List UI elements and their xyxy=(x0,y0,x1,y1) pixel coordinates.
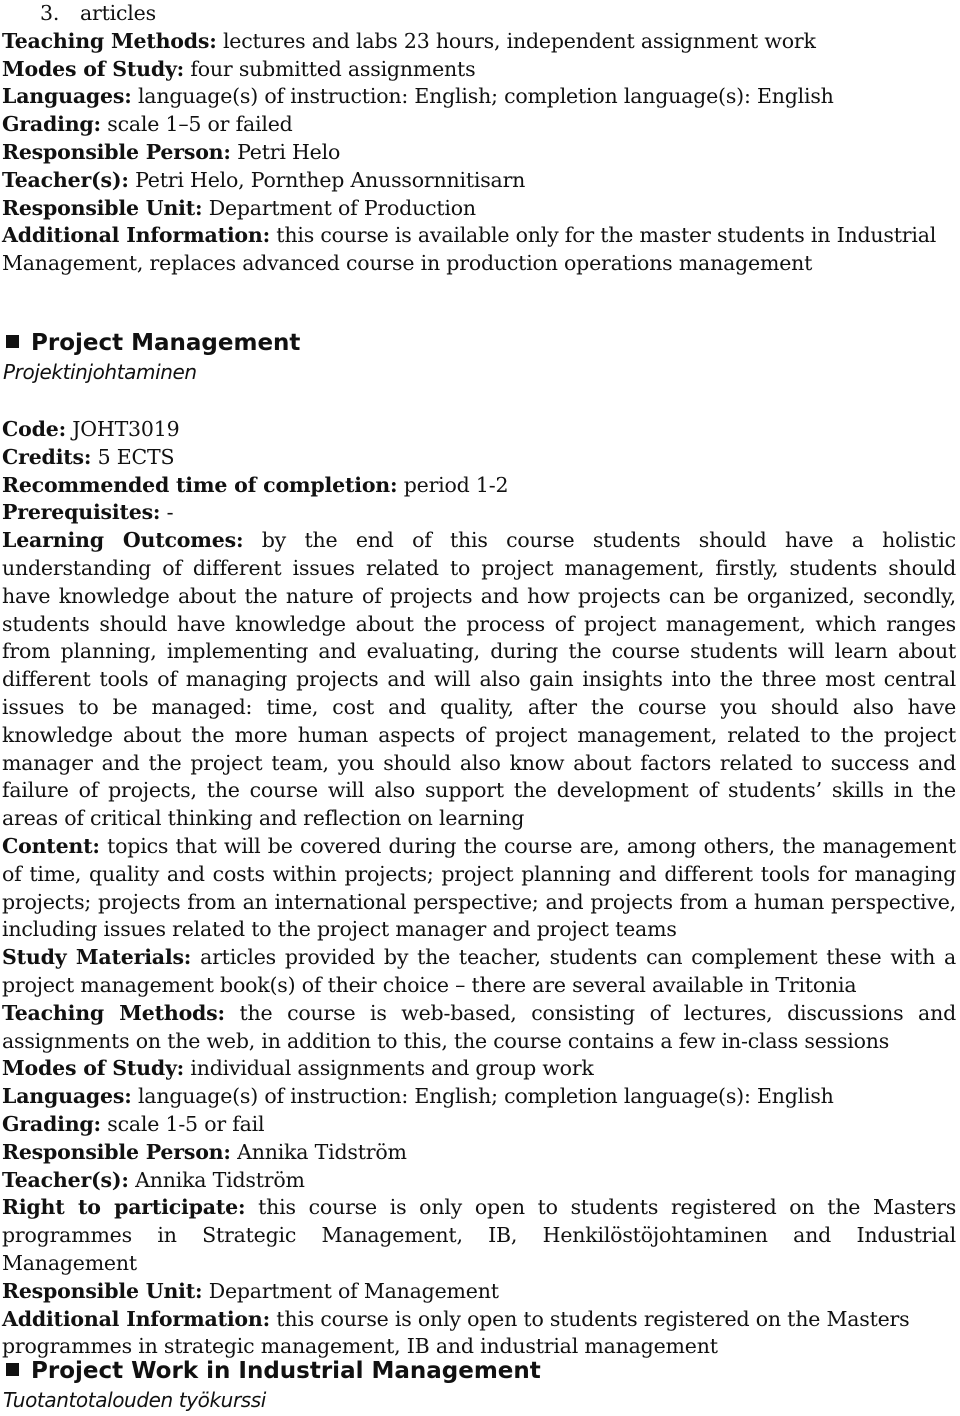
field-value: - xyxy=(166,500,174,525)
list-item-text: articles xyxy=(80,1,156,25)
field-teaching-methods xyxy=(2,1000,956,1056)
field-learning-outcomes xyxy=(2,527,956,833)
field-responsible-person xyxy=(2,139,956,167)
square-bullet-icon xyxy=(6,1363,19,1376)
field-languages xyxy=(2,1083,956,1111)
course-title: Project Work in Industrial Management xyxy=(31,1358,541,1384)
field-value: JOHT3019 xyxy=(72,417,180,441)
field-label: Grading: xyxy=(2,112,101,137)
field-value: Management, replaces advanced course in production operations management xyxy=(2,251,813,276)
field-value: Petri Helo xyxy=(237,139,341,164)
field-value: this course is available only for the master students in Industrial xyxy=(276,223,937,248)
field-value: period 1-2 xyxy=(403,472,509,497)
field-label: Additional Information: xyxy=(2,223,270,248)
field-label: Right to participate: xyxy=(2,1195,246,1220)
field-label: Languages: xyxy=(2,84,132,109)
field-value: language(s) of instruction: English; completion language(s): English xyxy=(137,1084,834,1109)
field-teaching-methods xyxy=(2,28,956,56)
field-label: Modes of Study: xyxy=(2,1056,185,1081)
field-content xyxy=(2,833,956,944)
course-subtitle-finnish: Projektinjohtaminen xyxy=(3,360,197,384)
course-title: Project Management xyxy=(31,330,301,356)
field-value: Petri Helo, Pornthep Anussornnitisarn xyxy=(135,167,526,192)
field-recommended-time xyxy=(2,472,956,500)
field-label: Code: xyxy=(2,417,66,441)
field-value: Department of Management xyxy=(208,1278,499,1303)
field-additional-information xyxy=(2,222,956,250)
field-label: Responsible Unit: xyxy=(2,195,203,220)
field-prerequisites xyxy=(2,499,956,527)
field-responsible-unit xyxy=(2,195,956,223)
field-label: Responsible Person: xyxy=(2,1139,231,1164)
field-value: by the end of this course students should have a holistic understanding of different issues related to project management, firstly, students should have knowledge about the nature of projects and how projects can be organized, secondly, students should have knowledge about the process of project management, which ranges from planning, implementing and evaluating, during the course students will learn about different tools of managing projects and will also gain insights into the three most central issues to be managed: time, cost and quality, after the course you should also have knowledge about the more human aspects of project management, related to the project manager and the project team, you should also know about factors related to success and failure of projects, the course will also support the development of students’ skills in the areas of critical thinking and reflection on learning xyxy=(2,528,956,831)
field-value: individual assignments and group work xyxy=(190,1056,594,1081)
field-value: language(s) of instruction: English; completion language(s): English xyxy=(137,84,834,109)
previous-course-details xyxy=(2,0,956,278)
field-responsible-person xyxy=(2,1139,956,1167)
field-value: Annika Tidström xyxy=(135,1167,305,1192)
field-value: Annika Tidström xyxy=(237,1139,407,1164)
field-value: Department of Production xyxy=(208,195,476,220)
field-label: Additional Information: xyxy=(2,1306,270,1331)
field-modes-of-study xyxy=(2,56,956,84)
field-label: Responsible Unit: xyxy=(2,1278,203,1303)
field-label: Modes of Study: xyxy=(2,56,185,81)
course-heading-project-management xyxy=(6,328,300,358)
field-value: 5 ECTS xyxy=(97,444,175,469)
field-label: Learning Outcomes: xyxy=(2,528,244,553)
list-item-number: 3. xyxy=(40,1,60,25)
field-value: this course is only open to students registered on the Masters programmes in Strategic Management, IB, Henkilöstöjohtaminen and Industrial Management xyxy=(2,1195,957,1275)
field-label: Responsible Person: xyxy=(2,139,231,164)
field-responsible-unit xyxy=(2,1278,956,1306)
field-value: programmes in strategic management, IB and industrial management xyxy=(2,1334,718,1359)
field-value: scale 1-5 or fail xyxy=(107,1111,265,1136)
course-details-project-management xyxy=(2,416,956,1361)
field-value: four submitted assignments xyxy=(190,56,476,81)
field-label: Languages: xyxy=(2,1084,132,1109)
square-bullet-icon xyxy=(6,335,19,348)
field-label: Prerequisites: xyxy=(2,500,161,525)
field-study-materials xyxy=(2,944,956,1000)
field-value: this course is only open to students registered on the Masters xyxy=(276,1306,910,1331)
field-label: Study Materials: xyxy=(2,945,192,970)
field-code xyxy=(2,416,956,444)
field-value: lectures and labs 23 hours, independent assignment work xyxy=(222,28,816,53)
field-languages xyxy=(2,83,956,111)
field-value: scale 1–5 or failed xyxy=(107,112,293,137)
field-label: Grading: xyxy=(2,1111,101,1136)
field-credits xyxy=(2,444,956,472)
field-grading xyxy=(2,111,956,139)
field-teachers xyxy=(2,167,956,195)
field-value: the course is web-based, consisting of lectures, discussions and assignments on the web, in addition to this, the course contains a few in-class sessions xyxy=(2,1000,956,1053)
field-label: Teacher(s): xyxy=(2,1167,129,1192)
field-teachers xyxy=(2,1167,956,1195)
field-label: Teaching Methods: xyxy=(2,1000,225,1025)
field-label: Teacher(s): xyxy=(2,167,129,192)
field-modes-of-study xyxy=(2,1055,956,1083)
field-label: Credits: xyxy=(2,444,92,469)
field-right-to-participate xyxy=(2,1194,956,1277)
field-label: Teaching Methods: xyxy=(2,28,217,53)
field-additional-information-continued xyxy=(2,250,956,278)
list-item-articles xyxy=(2,0,956,28)
field-label: Recommended time of completion: xyxy=(2,472,398,497)
field-grading xyxy=(2,1111,956,1139)
course-heading-project-work xyxy=(6,1356,541,1386)
field-value: articles provided by the teacher, students can complement these with a project management book(s) of their choice – there are several available in Tritonia xyxy=(2,945,956,997)
course-subtitle-finnish: Tuotantotalouden työkurssi xyxy=(3,1388,266,1412)
field-label: Content: xyxy=(2,833,100,858)
field-value: topics that will be covered during the course are, among others, the management of time, quality and costs within projects; project planning and different tools for managing projects; projects from an international perspective; and projects from a human perspective, including issues related to the project manager and project teams xyxy=(2,833,956,942)
field-additional-information xyxy=(2,1306,956,1334)
